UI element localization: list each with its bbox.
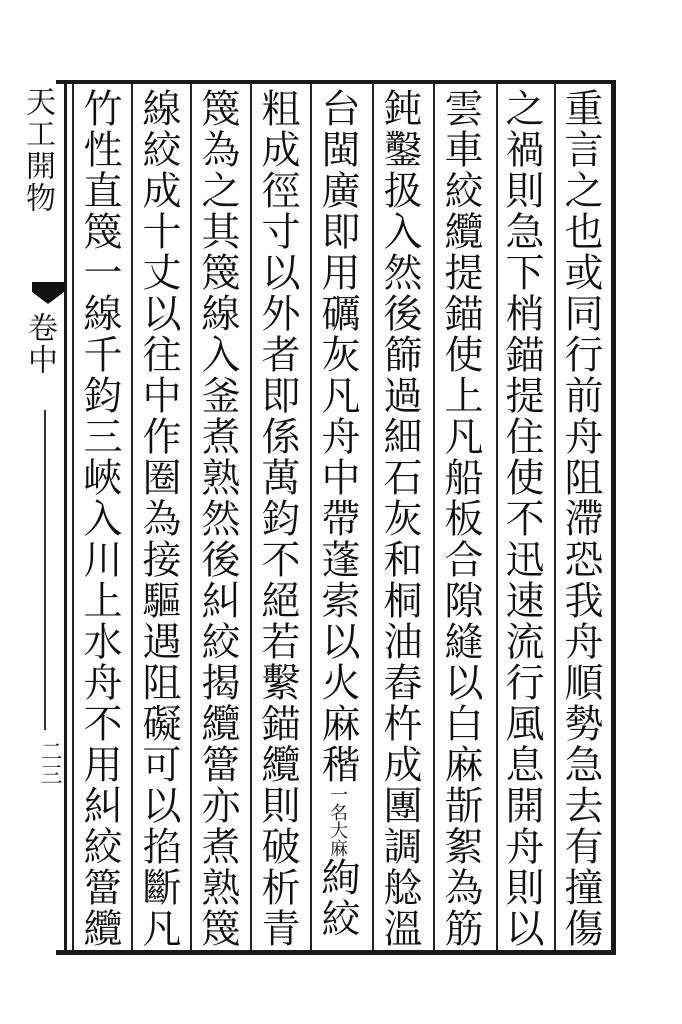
column-divider <box>372 84 374 950</box>
book-title: 天工開物 <box>20 86 55 214</box>
text-column-9: 竹性直篾一線千鈞三峽入川上水舟不用糾絞簹纜 <box>77 88 122 949</box>
column-divider <box>72 84 74 950</box>
column-divider <box>496 84 498 950</box>
column-divider <box>310 84 312 950</box>
column-divider <box>433 84 435 950</box>
text-column-4: 鈍鑿扱入然後篩過細石灰和桐油舂杵成團調艌溫 <box>377 88 422 949</box>
text-column-8: 線絞成十丈以往中作圈為接驅遇阻礙可以掐斷凡 <box>136 88 181 949</box>
column-divider <box>131 84 133 950</box>
text-column-7: 篾為之其篾線入釜煮熟然後糾絞揭纜簹亦煮熟篾 <box>195 88 240 949</box>
margin-rule <box>44 410 46 730</box>
text-column-2: 之禍則急下梢錨提住使不迅速流行風息開舟則以 <box>499 88 544 949</box>
text-column-5 <box>315 88 360 939</box>
frame-right-border <box>611 80 616 955</box>
frame-bottom-border <box>56 950 616 955</box>
column-divider <box>190 84 192 950</box>
column-divider <box>554 84 556 950</box>
volume-label: 卷中 <box>22 312 57 376</box>
text-column-3: 雲車絞纜提錨使上凡船板合隙縫以白麻斮絮為筋 <box>438 88 483 949</box>
text-column-5-main: 台閩廣即用礪灰凡舟中帶蓬索以火麻稭 <box>315 88 360 785</box>
frame-left-border <box>64 80 67 955</box>
column-divider <box>250 84 252 950</box>
page-number: 二三 <box>37 740 62 786</box>
fish-tail-mark-icon <box>30 280 66 306</box>
frame-top-border <box>56 80 616 84</box>
interlinear-note: 一名大麻 <box>327 785 348 857</box>
text-column-1: 重言之也或同行前舟阻滯恐我舟順勢急去有撞傷 <box>558 88 603 949</box>
text-column-5-tail: 絢絞 <box>315 857 360 939</box>
text-column-6: 粗成徑寸以外者即係萬鈞不絕若繫錨纜則破析青 <box>255 88 300 949</box>
